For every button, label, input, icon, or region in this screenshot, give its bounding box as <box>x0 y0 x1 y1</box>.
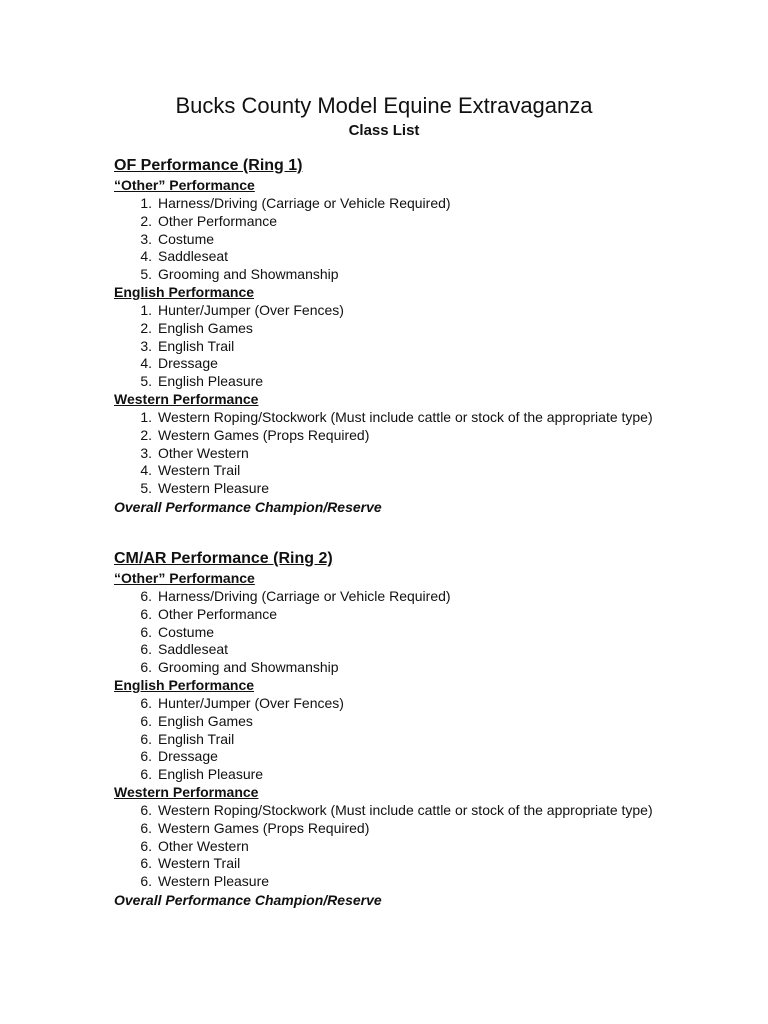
item-number: 6. <box>140 641 152 658</box>
item-number: 6. <box>140 623 152 640</box>
class-item <box>114 266 714 284</box>
class-item <box>114 320 714 338</box>
class-item <box>114 820 714 838</box>
class-item <box>114 302 714 320</box>
item-text: Western Roping/Stockwork (Must include cattle or stock of the appropriate type) <box>158 801 653 818</box>
item-text: Harness/Driving (Carriage or Vehicle Required) <box>158 588 451 604</box>
overall-champion-label: Overall Performance Champion/Reserve <box>114 891 382 908</box>
item-number: 4. <box>140 248 152 265</box>
class-item <box>114 766 714 784</box>
item-text: Saddleseat <box>158 248 229 265</box>
item-text: Costume <box>158 623 215 640</box>
item-number: 1. <box>140 195 152 211</box>
class-item <box>114 838 714 856</box>
class-item <box>114 213 714 231</box>
item-number: 6. <box>140 837 152 854</box>
item-number: 2. <box>140 212 152 229</box>
item-number: 2. <box>140 319 152 336</box>
class-item <box>114 231 714 249</box>
group-heading: “Other” Performance <box>114 177 255 193</box>
item-text: Western Pleasure <box>158 873 270 890</box>
class-item <box>114 748 714 766</box>
group-heading: “Other” Performance <box>114 570 255 586</box>
class-item <box>114 427 714 445</box>
group-heading: English Performance <box>114 283 255 300</box>
item-number: 4. <box>140 462 152 479</box>
class-item <box>114 195 714 213</box>
item-number: 6. <box>140 855 152 872</box>
item-text: Hunter/Jumper (Over Fences) <box>158 694 344 711</box>
item-number: 6. <box>140 873 152 890</box>
item-text: Dressage <box>158 355 218 372</box>
item-number: 6. <box>140 659 152 676</box>
item-text: Hunter/Jumper (Over Fences) <box>158 301 344 318</box>
section-heading: CM/AR Performance (Ring 2) <box>114 550 333 567</box>
item-text: Grooming and Showmanship <box>158 659 339 676</box>
class-item <box>114 338 714 356</box>
item-number: 5. <box>140 373 152 390</box>
item-text: Western Games (Props Required) <box>158 426 370 443</box>
item-text: Costume <box>158 230 215 247</box>
class-item <box>114 462 714 480</box>
class-item <box>114 606 714 624</box>
section-of-performance <box>114 155 714 516</box>
item-text: Saddleseat <box>158 641 229 658</box>
item-text: Other Western <box>158 444 249 461</box>
class-item <box>114 855 714 873</box>
item-text: English Pleasure <box>158 766 264 783</box>
class-item <box>114 713 714 731</box>
item-number: 2. <box>140 426 152 443</box>
section-cm-ar-performance <box>114 548 714 909</box>
item-text: English Games <box>158 319 253 336</box>
item-number: 5. <box>140 480 152 497</box>
class-item <box>114 624 714 642</box>
class-item <box>114 731 714 749</box>
group-heading: Western Performance <box>114 390 259 407</box>
class-item <box>114 480 714 498</box>
class-item <box>114 355 714 373</box>
class-item <box>114 409 714 427</box>
class-group-western <box>114 784 714 891</box>
item-number: 6. <box>140 694 152 711</box>
item-text: Harness/Driving (Carriage or Vehicle Required) <box>158 195 451 211</box>
group-heading: English Performance <box>114 676 255 693</box>
item-number: 6. <box>140 801 152 818</box>
item-text: Grooming and Showmanship <box>158 266 339 283</box>
item-text: Other Performance <box>158 212 278 229</box>
item-number: 3. <box>140 230 152 247</box>
item-number: 6. <box>140 605 152 622</box>
item-text: Western Trail <box>158 462 241 479</box>
class-group-western <box>114 391 714 498</box>
class-item <box>114 802 714 820</box>
item-text: Western Trail <box>158 855 241 872</box>
item-text: Western Pleasure <box>158 480 270 497</box>
document-subtitle: Class List <box>348 122 420 139</box>
item-number: 5. <box>140 266 152 283</box>
item-number: 1. <box>140 408 152 425</box>
class-item <box>114 695 714 713</box>
item-number: 1. <box>140 301 152 318</box>
class-item <box>114 641 714 659</box>
item-text: English Games <box>158 712 253 729</box>
class-item <box>114 873 714 891</box>
item-number: 6. <box>140 588 152 604</box>
item-number: 6. <box>140 730 152 747</box>
item-number: 6. <box>140 766 152 783</box>
item-text: English Pleasure <box>158 373 264 390</box>
class-group-english <box>114 284 714 391</box>
item-number: 4. <box>140 355 152 372</box>
group-heading: Western Performance <box>114 783 259 800</box>
class-item <box>114 445 714 463</box>
item-text: English Trail <box>158 730 235 747</box>
section-heading: OF Performance (Ring 1) <box>114 157 303 174</box>
item-text: Western Games (Props Required) <box>158 819 370 836</box>
item-text: Dressage <box>158 748 218 765</box>
class-item <box>114 588 714 606</box>
item-text: Other Performance <box>158 605 278 622</box>
item-text: English Trail <box>158 337 235 354</box>
item-text: Western Roping/Stockwork (Must include cattle or stock of the appropriate type) <box>158 408 653 425</box>
item-number: 3. <box>140 337 152 354</box>
item-text: Other Western <box>158 837 249 854</box>
class-group-other <box>114 177 714 284</box>
item-number: 6. <box>140 712 152 729</box>
document-title: Bucks County Model Equine Extravaganza <box>175 93 593 118</box>
class-group-english <box>114 677 714 784</box>
item-number: 3. <box>140 444 152 461</box>
class-item <box>114 248 714 266</box>
class-item <box>114 659 714 677</box>
overall-champion-label: Overall Performance Champion/Reserve <box>114 498 382 515</box>
item-number: 6. <box>140 819 152 836</box>
class-item <box>114 373 714 391</box>
class-group-other <box>114 570 714 677</box>
item-number: 6. <box>140 748 152 765</box>
